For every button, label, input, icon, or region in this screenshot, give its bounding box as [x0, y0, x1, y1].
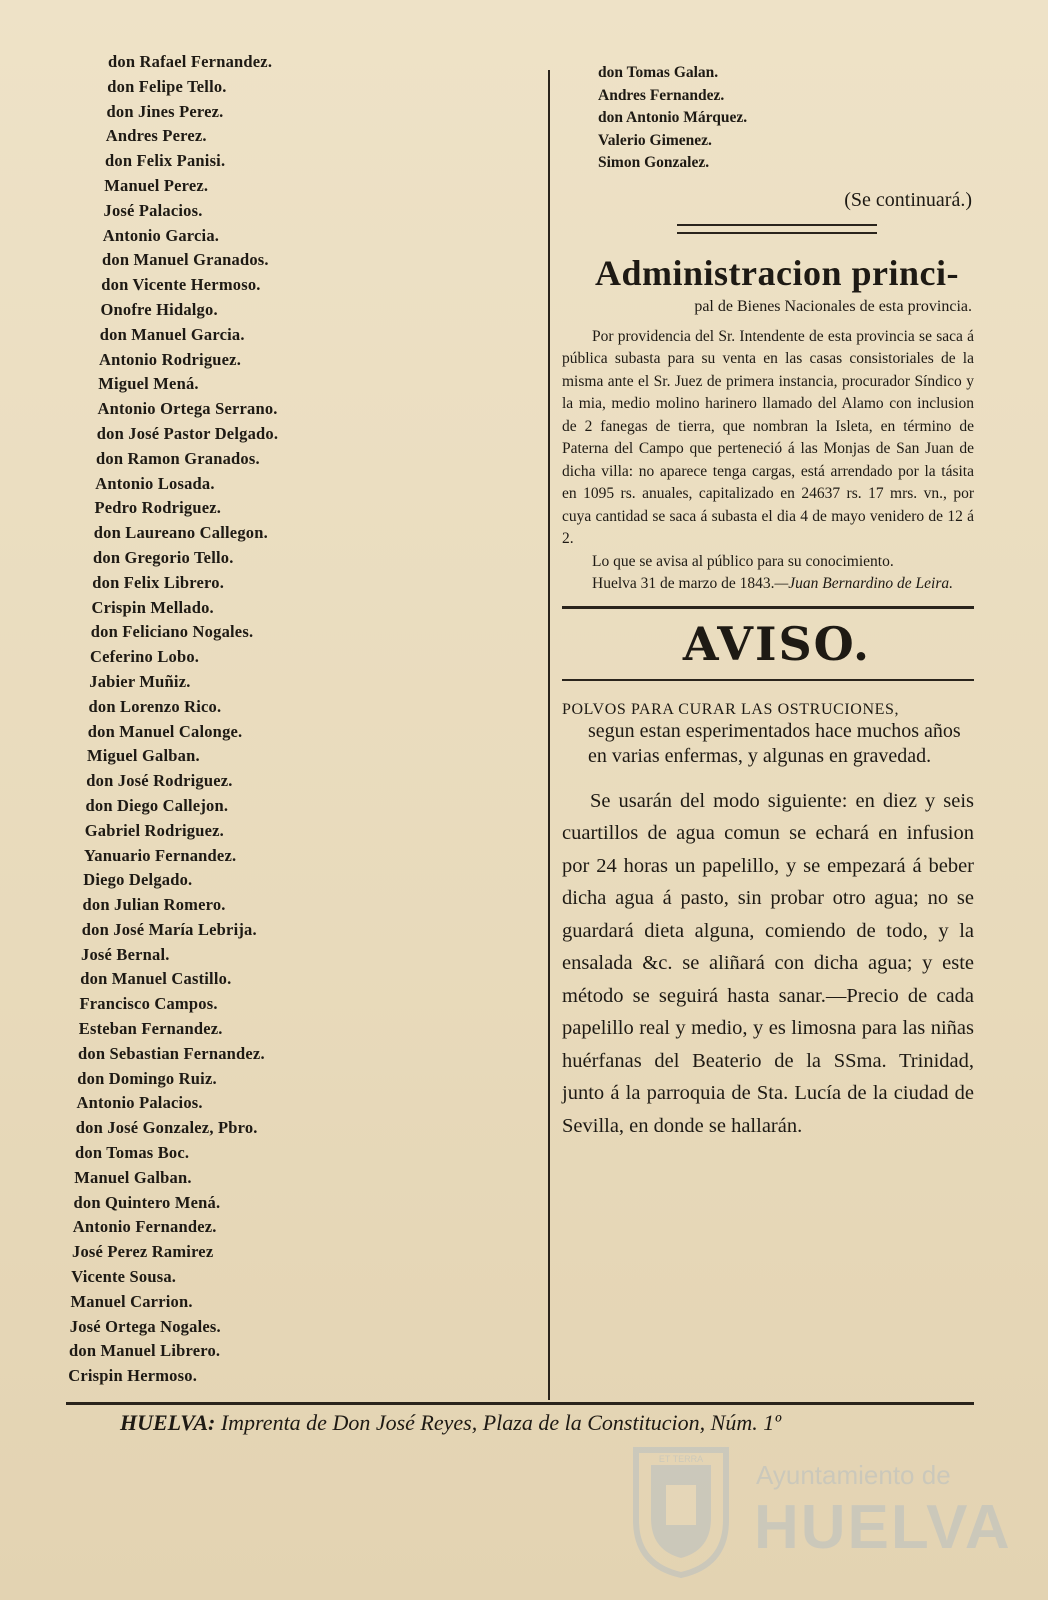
list-item: Francisco Campos.	[79, 994, 218, 1014]
list-item: don Quintero Mená.	[73, 1192, 221, 1212]
list-item: don Manuel Granados.	[102, 250, 269, 270]
section-divider	[677, 224, 877, 234]
list-item: Pedro Rodriguez.	[94, 498, 222, 518]
list-item: Antonio Losada.	[95, 473, 215, 493]
shield-icon	[626, 1440, 736, 1580]
admin-signature: —Juan Bernardino de Leira.	[774, 575, 954, 592]
list-item: don Manuel Castillo.	[80, 969, 232, 989]
list-item: Valerio Gimenez.	[598, 131, 712, 149]
list-item: José Bernal.	[81, 944, 170, 964]
list-item: don Lorenzo Rico.	[88, 696, 222, 716]
aviso-subheading: segun estan esperimentados hace muchos años en varias enfermas, y algunas en gravedad.	[588, 719, 961, 767]
list-item: don Tomas Galan.	[598, 64, 719, 81]
admin-title: Administracion princi-	[594, 252, 959, 293]
list-item: don Felix Librero.	[92, 572, 225, 592]
list-item: Gabriel Rodriguez.	[84, 820, 224, 840]
aviso-title: AVISO.	[682, 616, 872, 671]
list-item: don José María Lebrija.	[81, 919, 257, 939]
admin-dateline	[562, 573, 974, 596]
list-item: don Manuel Garcia.	[99, 324, 245, 344]
list-item: Miguel Galban.	[87, 746, 200, 766]
list-item: don Feliciano Nogales.	[90, 622, 254, 642]
list-item: Diego Delgado.	[83, 870, 193, 890]
list-item: Andres Perez.	[105, 126, 207, 146]
aviso-body	[562, 785, 974, 1143]
aviso-paragraph: Se usarán del modo siguiente: en diez y seis cuartillos de agua comun se echará en infusion por 24 horas un papelillo, y se empezará á beber dicha agua á pasto, sin probar otro agua; no se guardará dieta alguna, comiendo de todo, y la ensalada &c. se aliñará con dicha agua; y este método se seguirá hasta sanar.—Precio de cada papelillo real y medio, y es limosna para las niñas huérfanas del Beaterio de la SSma. Trinidad, junto á la parroquia de Sta. Lucía de la ciudad de Sevilla, en donde se hallarán.	[562, 789, 974, 1137]
list-item: don José Pastor Delgado.	[96, 423, 279, 443]
list-item: Manuel Carrion.	[70, 1291, 193, 1311]
list-item: Crispin Hermoso.	[68, 1366, 198, 1386]
list-item: don Gregorio Tello.	[93, 547, 234, 567]
list-item: Simon Gonzalez.	[598, 154, 710, 171]
list-item: José Ortega Nogales.	[69, 1316, 221, 1336]
list-item: don Felix Panisi.	[105, 151, 226, 171]
list-item: José Perez Ramirez	[72, 1242, 214, 1262]
section-divider	[562, 606, 974, 609]
admin-notice-body	[562, 326, 974, 596]
left-name-list	[66, 50, 536, 1389]
list-item: Miguel Mená.	[98, 374, 199, 394]
list-item: Andres Fernandez.	[598, 86, 725, 104]
shield-label: ET TERRA	[658, 1454, 704, 1464]
list-item: Onofre Hidalgo.	[100, 299, 218, 319]
admin-subtitle: pal de Bienes Nacionales de esta provincia.	[694, 297, 972, 315]
list-item: Crispin Mellado.	[91, 597, 214, 617]
admin-date: Huelva 31 de marzo de 1843.	[592, 575, 775, 592]
list-item: Antonio Fernandez.	[72, 1217, 217, 1237]
watermark-line2: HUELVA	[754, 1493, 1012, 1562]
list-item: don Laureano Callegon.	[93, 523, 268, 543]
ayuntamiento-watermark	[626, 1440, 1012, 1590]
imprint-text: Imprenta de Don José Reyes, Plaza de la Constitucion, Núm. 1º	[220, 1410, 782, 1435]
list-item: don Rafael Fernandez.	[108, 52, 273, 71]
list-item: don Ramon Granados.	[96, 448, 260, 468]
list-item: Ceferino Lobo.	[90, 647, 200, 667]
list-item: don Manuel Librero.	[69, 1341, 221, 1361]
list-item: don Jines Perez.	[106, 101, 224, 121]
list-item: Manuel Perez.	[104, 175, 209, 195]
watermark-line1: Ayuntamiento de	[756, 1460, 951, 1490]
admin-paragraph: Por providencia del Sr. Intendente de esta provincia se saca á pública subasta para su venta en las casas consistoriales de la misma ante el Sr. Juez de primera instancia, procurador Síndico y la mia, medio molino harinero llamado del Alamo con inclusion de 2 fanegas de tierra, que nombran la Isleta, en término de Paterna del Campo que perteneció á las Monjas de San Juan de dicha villa: no aparece tenga cargas, está arrendado por la tásita en 1095 rs. anuales, capitalizado en 24637 rs. 17 mrs. vn., por cuya cantidad se saca á subasta el dia 4 de mayo venidero de 12 á 2.	[562, 327, 974, 547]
aviso-heading: POLVOS PARA CURAR LAS OSTRUCIONES,	[562, 700, 900, 718]
list-item: Vicente Sousa.	[71, 1267, 177, 1287]
list-item: Yanuario Fernandez.	[84, 845, 237, 865]
column-divider	[548, 70, 550, 1400]
list-item: don Antonio Márquez.	[598, 109, 748, 126]
list-item: don José Gonzalez, Pbro.	[75, 1118, 258, 1138]
list-item: don Domingo Ruiz.	[77, 1068, 217, 1088]
list-item: Antonio Garcia.	[102, 225, 220, 245]
list-item: Antonio Palacios.	[76, 1093, 203, 1113]
printer-imprint	[120, 1410, 990, 1436]
list-item: don Vicente Hermoso.	[101, 275, 261, 295]
footer-rule	[66, 1402, 974, 1405]
list-item: don Felipe Tello.	[107, 76, 227, 96]
list-item: Esteban Fernandez.	[78, 1019, 223, 1039]
list-item: don Manuel Calonge.	[87, 721, 243, 741]
list-item: don Julian Romero.	[82, 895, 226, 915]
imprint-place: HUELVA:	[120, 1410, 216, 1435]
list-item: don Sebastian Fernandez.	[78, 1043, 265, 1063]
list-item: don Diego Callejon.	[85, 795, 229, 815]
list-item: don Tomas Boc.	[75, 1143, 190, 1163]
right-name-list	[562, 62, 992, 175]
list-item: Antonio Ortega Serrano.	[97, 399, 278, 419]
right-column	[562, 62, 992, 1142]
admin-paragraph: Lo que se avisa al público para su conocimiento.	[592, 552, 894, 570]
list-item: don José Rodriguez.	[86, 771, 233, 791]
section-divider	[562, 679, 974, 681]
list-item: Antonio Rodriguez.	[99, 349, 242, 369]
list-item: Jabier Muñiz.	[89, 671, 191, 691]
list-item: José Palacios.	[103, 200, 203, 220]
continued-note: (Se continuará.)	[844, 188, 972, 211]
list-item: Manuel Galban.	[74, 1167, 192, 1187]
